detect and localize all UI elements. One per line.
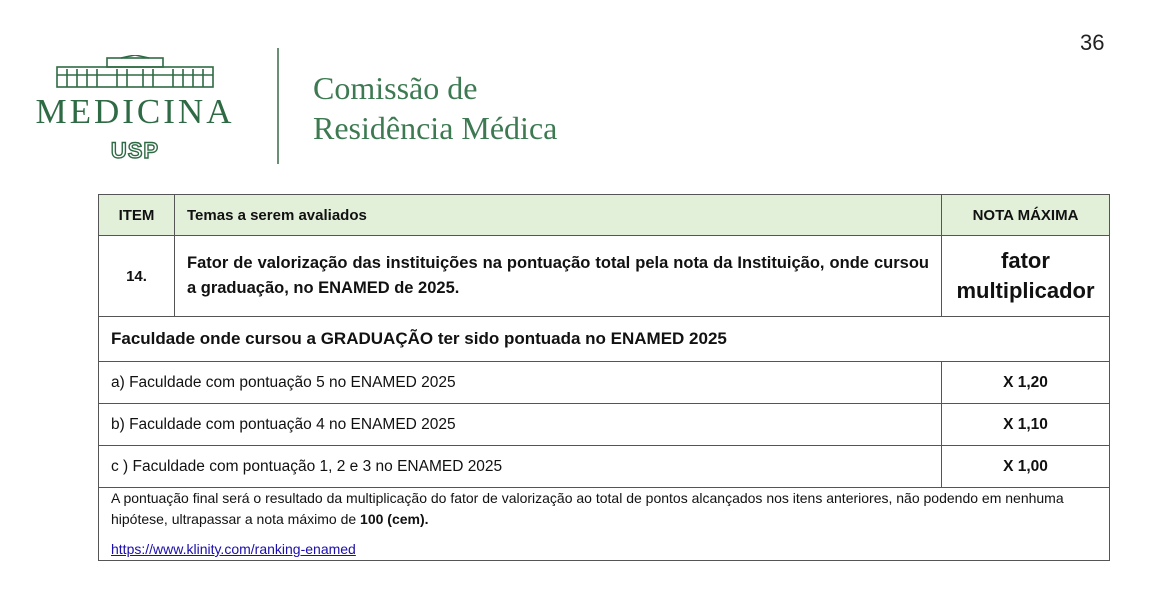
option-value: X 1,00 (942, 446, 1110, 488)
header-temas: Temas a serem avaliados (175, 195, 942, 236)
option-label: c ) Faculdade com pontuação 1, 2 e 3 no ENAMED 2025 (99, 446, 942, 488)
evaluation-table (98, 194, 1110, 561)
section-title: Faculdade onde cursou a GRADUAÇÃO ter sido pontuada no ENAMED 2025 (99, 317, 1110, 362)
item-number: 14. (99, 236, 175, 317)
max-score-line1: fator (1001, 248, 1050, 273)
note-text (111, 488, 1097, 530)
note-cell (99, 488, 1110, 561)
section-row (99, 317, 1110, 362)
item-description: Fator de valorização das instituições na pontuação total pela nota da Instituição, onde cursou a graduação, no ENAMED de 2025. (175, 236, 942, 317)
table-row (99, 446, 1110, 488)
table-row (99, 404, 1110, 446)
org-title-line1: Comissão de (313, 70, 478, 106)
note-row (99, 488, 1110, 561)
org-title (313, 68, 557, 148)
option-value: X 1,10 (942, 404, 1110, 446)
medicina-usp-logo (20, 50, 250, 170)
header-nota-maxima: NOTA MÁXIMA (942, 195, 1110, 236)
logo-wordmark: MEDICINA (35, 92, 235, 131)
page-number: 36 (1080, 30, 1105, 55)
item-max-score (942, 236, 1110, 317)
header-item: ITEM (99, 195, 175, 236)
max-score-line2: multiplicador (956, 278, 1095, 303)
logo-usp-text: USP (110, 138, 160, 163)
header-divider (277, 48, 279, 164)
table-row (99, 236, 1110, 317)
faculty-building-icon (55, 55, 215, 89)
option-value: X 1,20 (942, 362, 1110, 404)
option-label: a) Faculdade com pontuação 5 no ENAMED 2025 (99, 362, 942, 404)
table-row (99, 362, 1110, 404)
option-label: b) Faculdade com pontuação 4 no ENAMED 2025 (99, 404, 942, 446)
ranking-link[interactable]: https://www.klinity.com/ranking-enamed (111, 541, 356, 557)
note-body: A pontuação final será o resultado da multiplicação do fator de valorização ao total de pontos alcançados nos itens anteriores, não podendo em nenhuma hipótese, ultrapassar a nota máximo de (111, 490, 1064, 527)
org-title-line2: Residência Médica (313, 110, 558, 146)
table-header-row (99, 195, 1110, 236)
note-max-score: 100 (cem). (360, 511, 429, 527)
